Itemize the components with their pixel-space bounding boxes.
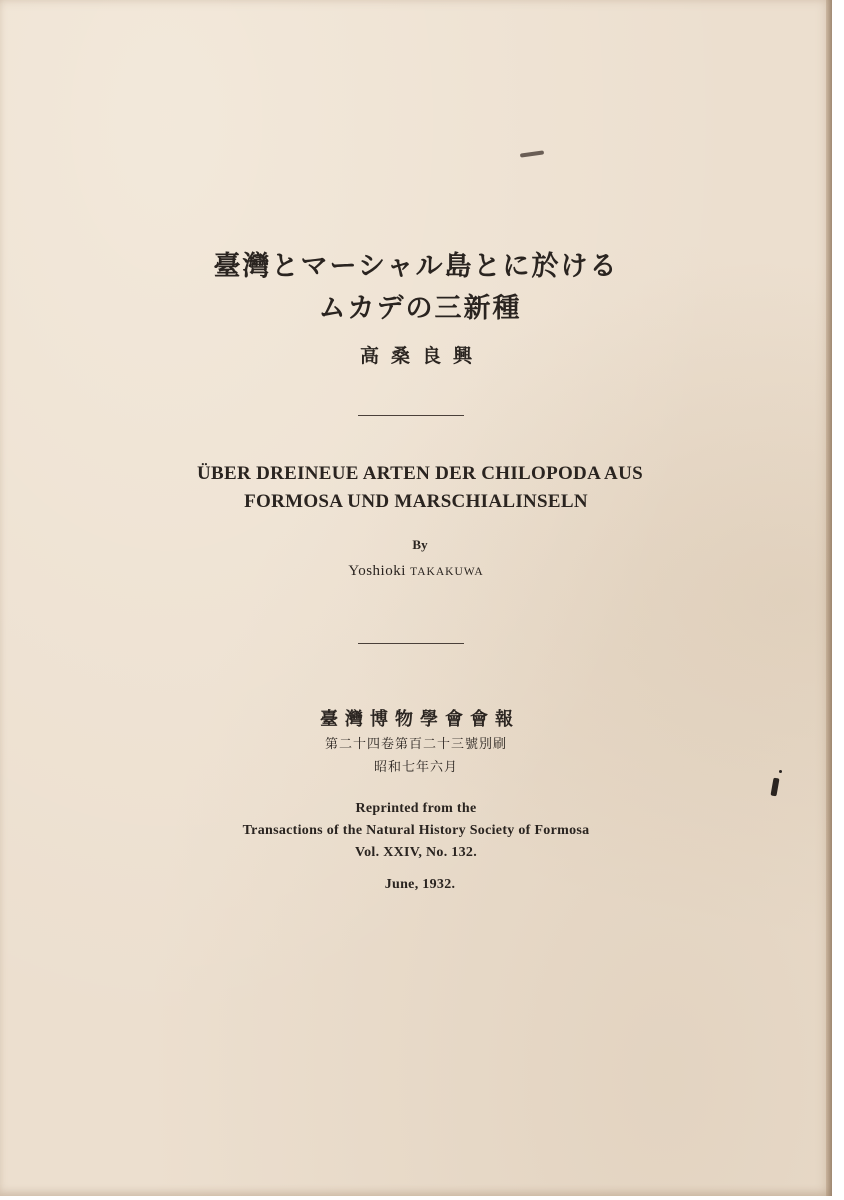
japanese-author: 高桑良興 (359, 345, 484, 367)
reprint-date: June, 1932. (384, 877, 456, 892)
japanese-title-line-1: 臺灣とマーシャル島とに於ける (213, 251, 619, 282)
author-english (0, 563, 832, 580)
journal-japanese-date: 昭和七年六月 (373, 760, 458, 775)
journal-japanese-issue: 第二十四卷第百二十三號別刷 (324, 737, 507, 752)
stain-mark (520, 150, 544, 157)
by-label: By (412, 537, 428, 552)
divider-top (358, 415, 464, 416)
author-given-name: Yoshioki (348, 563, 406, 579)
journal-japanese-name: 臺灣博物學會會報 (320, 709, 520, 730)
ink-mark (770, 778, 779, 797)
author-family-name: TAKAKUWA (410, 566, 484, 578)
page-edge-shadow (826, 0, 832, 1196)
german-title-line-1: ÜBER DREINEUE ARTEN DER CHILOPODA AUS (197, 463, 643, 484)
german-title-line-2: FORMOSA UND MARSCHIALINSELN (244, 491, 588, 512)
japanese-title-line-2: ムカデの三新種 (318, 293, 522, 324)
reprint-line-1: Reprinted from the (355, 801, 477, 816)
reprint-volume: Vol. XXIV, No. 132. (355, 845, 477, 860)
divider-bottom (358, 643, 464, 644)
reprint-line-2: Transactions of the Natural History Society of Formosa (242, 823, 590, 838)
ink-dot (779, 770, 782, 773)
